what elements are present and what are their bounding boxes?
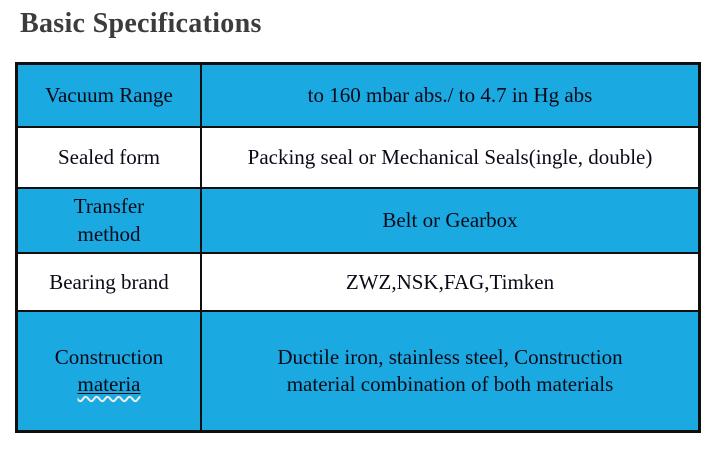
table-row [18,126,698,187]
table-row [18,252,698,310]
spec-table [15,62,701,433]
spec-label: Sealed form [18,128,202,187]
spec-value: ZWZ,NSK,FAG,Timken [345,269,555,294]
spec-value: Packing seal or Mechanical Seals(ingle, double) [247,144,653,169]
table-row [18,310,698,430]
spec-value: Belt or Gearbox [382,207,518,232]
spec-label: Vacuum Range [18,65,202,126]
spec-value: to 160 mbar abs./ to 4.7 in Hg abs [307,82,593,107]
spec-label: Bearing brand [18,254,202,310]
table-row [18,65,698,126]
spec-label: Construction materia [18,312,202,430]
page-title: Basic Specifications [20,8,262,39]
table-row [18,187,698,252]
spec-label: Transfer method [18,189,202,252]
spec-value: Ductile iron, stainless steel, Construction material combination of both materials [277,344,623,397]
